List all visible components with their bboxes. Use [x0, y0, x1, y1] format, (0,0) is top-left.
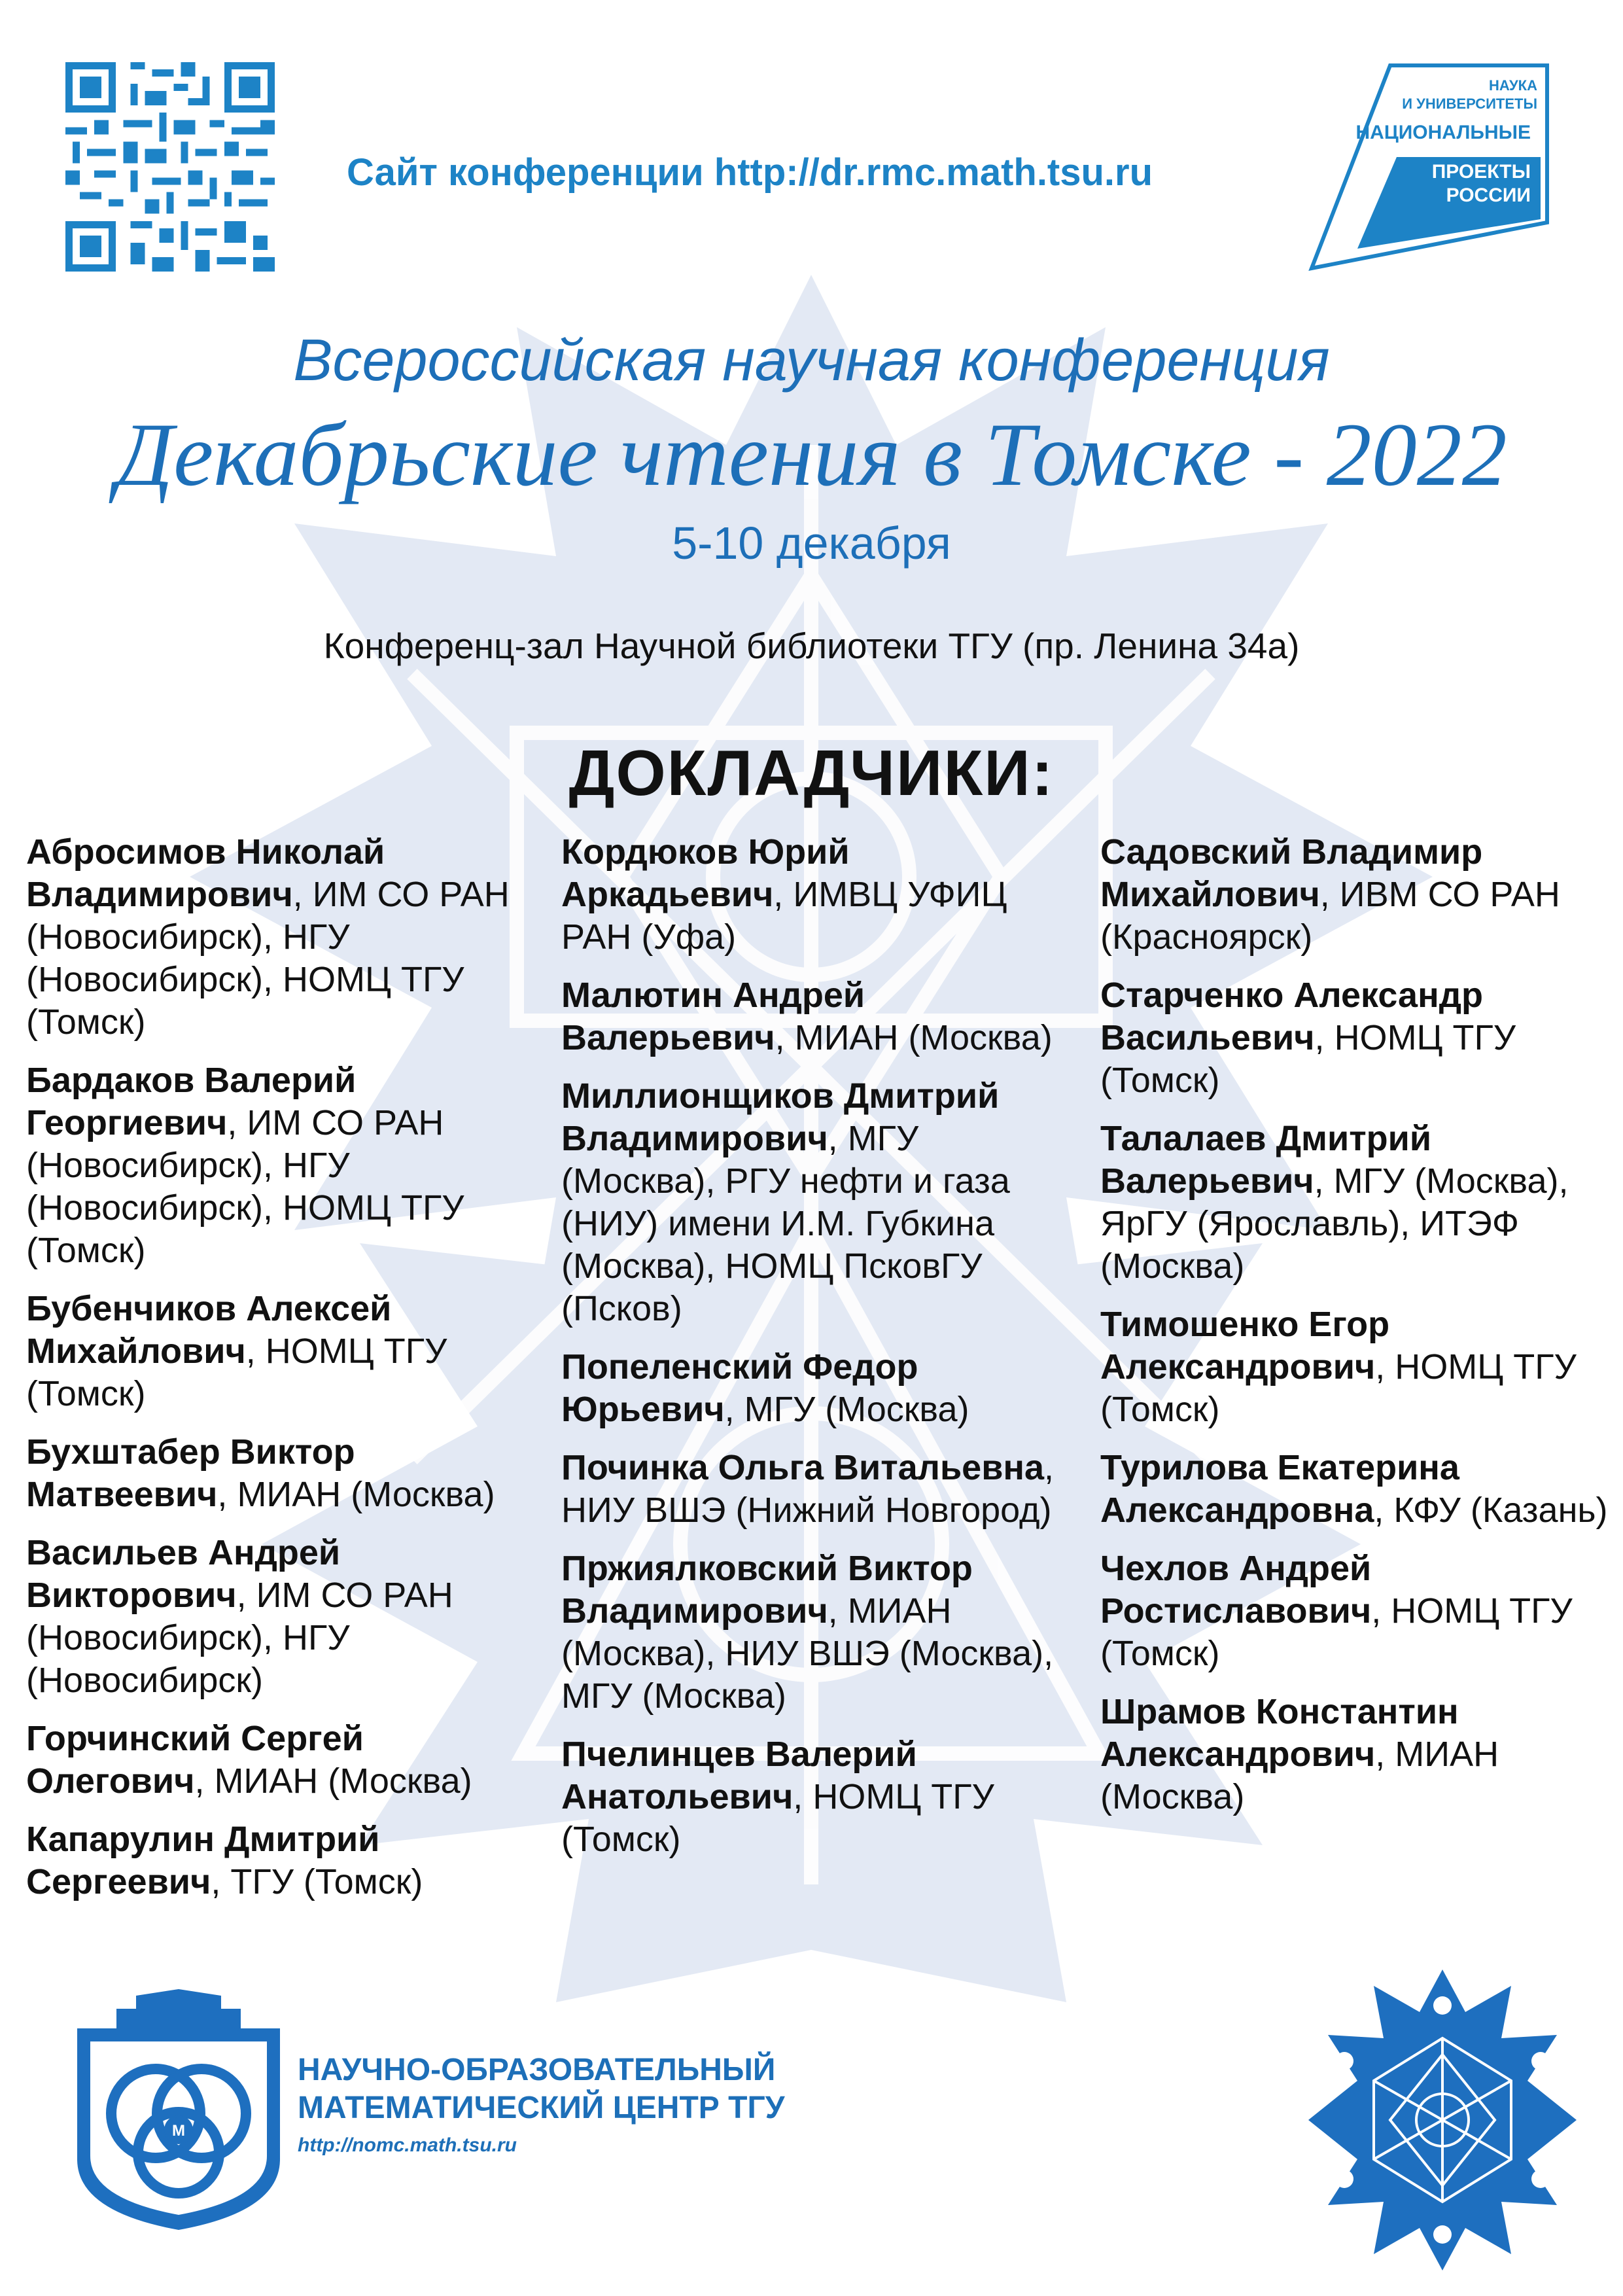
- speaker-entry: Абросимов Николай Владимирович, ИМ СО РАН (Новосибирск), НГУ (Новосибирск), НОМЦ ТГУ (Томск): [26, 832, 510, 1042]
- speaker-affiliation: НОМЦ ТГУ (Томск): [561, 1777, 994, 1859]
- speaker-entry: Старченко Александр Васильевич, НОМЦ ТГУ (Томск): [1100, 976, 1516, 1100]
- national-projects-logo: [1305, 59, 1554, 275]
- speaker-entry: Попеленский Федор Юрьевич, МГУ (Москва): [561, 1347, 969, 1429]
- speaker-name: Миллионщиков Дмитрий Владимирович: [561, 1076, 1000, 1158]
- speaker-name: Бухштабер Виктор Матвеевич: [26, 1432, 355, 1514]
- speaker-name: Шрамов Константин Александрович: [1100, 1692, 1459, 1774]
- speaker-affiliation: ИВМ СО РАН (Красноярск): [1100, 875, 1560, 957]
- speaker-affiliation: МГУ (Москва), РГУ нефти и газа (НИУ) имени И.М. Губкина (Москва), НОМЦ ПсковГУ (Псков): [561, 1119, 1010, 1328]
- speaker-affiliation: МГУ (Москва): [744, 1390, 969, 1429]
- nomc-website-link[interactable]: http://nomc.math.tsu.ru: [298, 2134, 517, 2156]
- nomc-emblem-icon: [71, 1989, 287, 2231]
- speaker-affiliation: ИМ СО РАН (Новосибирск), НГУ (Новосибирск), НОМЦ ТГУ (Томск): [26, 1103, 464, 1270]
- speaker-affiliation: НОМЦ ТГУ (Томск): [1100, 1347, 1577, 1429]
- speaker-affiliation: МИАН (Москва): [214, 1761, 472, 1801]
- np-logo-line4: ПРОЕКТЫ: [1431, 161, 1531, 183]
- speaker-entry: Турилова Екатерина Александровна, КФУ (Казань): [1100, 1448, 1608, 1530]
- speaker-name: Тимошенко Егор Александрович: [1100, 1305, 1390, 1386]
- conference-site-link[interactable]: Сайт конференции http://dr.rmc.math.tsu.ru: [347, 151, 1153, 194]
- speaker-name: Пчелинцев Валерий Анатольевич: [561, 1735, 917, 1816]
- speaker-entry: Талалаев Дмитрий Валерьевич, МГУ (Москва), ЯрГУ (Ярославль), ИТЭФ (Москва): [1100, 1119, 1569, 1286]
- speaker-affiliation: МИАН (Москва): [794, 1018, 1053, 1057]
- speaker-name: Бардаков Валерий Георгиевич: [26, 1061, 357, 1142]
- speaker-entry: Бубенчиков Алексей Михайлович, НОМЦ ТГУ (Томск): [26, 1289, 447, 1413]
- qr-code-icon: [65, 62, 275, 272]
- speaker-entry: Пчелинцев Валерий Анатольевич, НОМЦ ТГУ (Томск): [561, 1735, 994, 1859]
- nomc-name-line1: НАУЧНО-ОБРАЗОВАТЕЛЬНЫЙ: [298, 2053, 776, 2087]
- speaker-affiliation: МИАН (Москва): [1100, 1735, 1499, 1816]
- snowflake-fractal-icon: [1305, 1966, 1580, 2274]
- speaker-entry: Миллионщиков Дмитрий Владимирович, МГУ (Москва), РГУ нефти и газа (НИУ) имени И.М. Губкина (Москва), НОМЦ ПсковГУ (Псков): [561, 1076, 1010, 1328]
- conference-venue: Конференц-зал Научной библиотеки ТГУ (пр. Ленина 34а): [323, 626, 1300, 666]
- speaker-entry: Починка Ольга Витальевна, НИУ ВШЭ (Нижний Новгород): [561, 1448, 1055, 1530]
- speaker-name: Садовский Владимир Михайлович: [1100, 832, 1483, 914]
- speakers-column-2: [561, 831, 1078, 1877]
- speaker-name: Починка Ольга Витальевна: [561, 1448, 1045, 1487]
- speaker-name: Пржиялковский Виктор Владимирович: [561, 1549, 973, 1631]
- speaker-entry: Горчинский Сергей Олегович, МИАН (Москва): [26, 1719, 472, 1801]
- speaker-name: Талалаев Дмитрий Валерьевич: [1100, 1119, 1432, 1201]
- speaker-entry: Кордюков Юрий Аркадьевич, ИМВЦ УФИЦ РАН (Уфа): [561, 832, 1007, 957]
- speaker-entry: Бухштабер Виктор Матвеевич, МИАН (Москва): [26, 1432, 495, 1514]
- np-logo-line2: И УНИВЕРСИТЕТЫ: [1402, 96, 1537, 112]
- np-logo-line1: НАУКА: [1489, 77, 1537, 94]
- speaker-name: Чехлов Андрей Ростиславович: [1100, 1549, 1372, 1631]
- nomc-name-line2: МАТЕМАТИЧЕСКИЙ ЦЕНТР ТГУ: [298, 2091, 785, 2125]
- speaker-name: Старченко Александр Васильевич: [1100, 976, 1483, 1057]
- speakers-column-1: [26, 831, 536, 1919]
- speaker-affiliation: ИМВЦ УФИЦ РАН (Уфа): [561, 875, 1007, 957]
- conference-dates: 5-10 декабря: [672, 518, 951, 569]
- speaker-entry: Малютин Андрей Валерьевич, МИАН (Москва): [561, 976, 1053, 1057]
- speaker-affiliation: КФУ (Казань): [1393, 1491, 1608, 1530]
- speakers-column-3: [1100, 831, 1611, 1834]
- speaker-affiliation: МГУ (Москва), ЯрГУ (Ярославль), ИТЭФ (Москва): [1100, 1161, 1569, 1286]
- speaker-affiliation: ИМ СО РАН (Новосибирск), НГУ (Новосибирск): [26, 1576, 453, 1700]
- np-logo-line5: РОССИИ: [1446, 185, 1531, 206]
- speaker-name: Васильев Андрей Викторович: [26, 1533, 341, 1615]
- emblem-letter: M: [172, 2122, 185, 2140]
- speaker-entry: Пржиялковский Виктор Владимирович, МИАН (Москва), НИУ ВШЭ (Москва), МГУ (Москва): [561, 1549, 1054, 1716]
- speaker-name: Бубенчиков Алексей Михайлович: [26, 1289, 392, 1371]
- speaker-name: Турилова Екатерина Александровна: [1100, 1448, 1459, 1530]
- speaker-entry: Васильев Андрей Викторович, ИМ СО РАН (Новосибирск), НГУ (Новосибирск): [26, 1533, 453, 1700]
- speaker-affiliation: НОМЦ ТГУ (Томск): [1100, 1591, 1573, 1673]
- conference-title: Декабрьские чтения в Томске - 2022: [116, 404, 1507, 504]
- nomc-name: [298, 2051, 785, 2127]
- speaker-entry: Тимошенко Егор Александрович, НОМЦ ТГУ (Томск): [1100, 1305, 1577, 1429]
- speaker-name: Абросимов Николай Владимирович: [26, 832, 385, 914]
- speaker-name: Попеленский Федор Юрьевич: [561, 1347, 918, 1429]
- speaker-entry: Чехлов Андрей Ростиславович, НОМЦ ТГУ (Томск): [1100, 1549, 1573, 1673]
- speaker-name: Капарулин Дмитрий Сергеевич: [26, 1820, 380, 1901]
- speaker-entry: Бардаков Валерий Георгиевич, ИМ СО РАН (Новосибирск), НГУ (Новосибирск), НОМЦ ТГУ (Томск): [26, 1061, 464, 1270]
- speaker-entry: Капарулин Дмитрий Сергеевич, ТГУ (Томск): [26, 1820, 423, 1901]
- speaker-affiliation: ИМ СО РАН (Новосибирск), НГУ (Новосибирск), НОМЦ ТГУ (Томск): [26, 875, 510, 1042]
- speakers-heading: ДОКЛАДЧИКИ:: [568, 737, 1055, 809]
- speaker-entry: Шрамов Константин Александрович, МИАН (Москва): [1100, 1692, 1499, 1816]
- conference-type: Всероссийская научная конференция: [293, 328, 1330, 393]
- speaker-name: Кордюков Юрий Аркадьевич: [561, 832, 850, 914]
- speaker-affiliation: НОМЦ ТГУ (Томск): [1100, 1018, 1516, 1100]
- speaker-affiliation: НИУ ВШЭ (Нижний Новгород): [561, 1491, 1052, 1530]
- np-logo-line3: НАЦИОНАЛЬНЫЕ: [1355, 122, 1531, 143]
- speaker-affiliation: МИАН (Москва): [237, 1475, 495, 1514]
- speaker-affiliation: ТГУ (Томск): [230, 1862, 423, 1901]
- speaker-name: Горчинский Сергей Олегович: [26, 1719, 364, 1801]
- speaker-entry: Садовский Владимир Михайлович, ИВМ СО РАН (Красноярск): [1100, 832, 1560, 957]
- speaker-affiliation: НОМЦ ТГУ (Томск): [26, 1332, 447, 1413]
- speaker-name: Малютин Андрей Валерьевич: [561, 976, 865, 1057]
- speaker-affiliation: МИАН (Москва), НИУ ВШЭ (Москва), МГУ (Москва): [561, 1591, 1054, 1716]
